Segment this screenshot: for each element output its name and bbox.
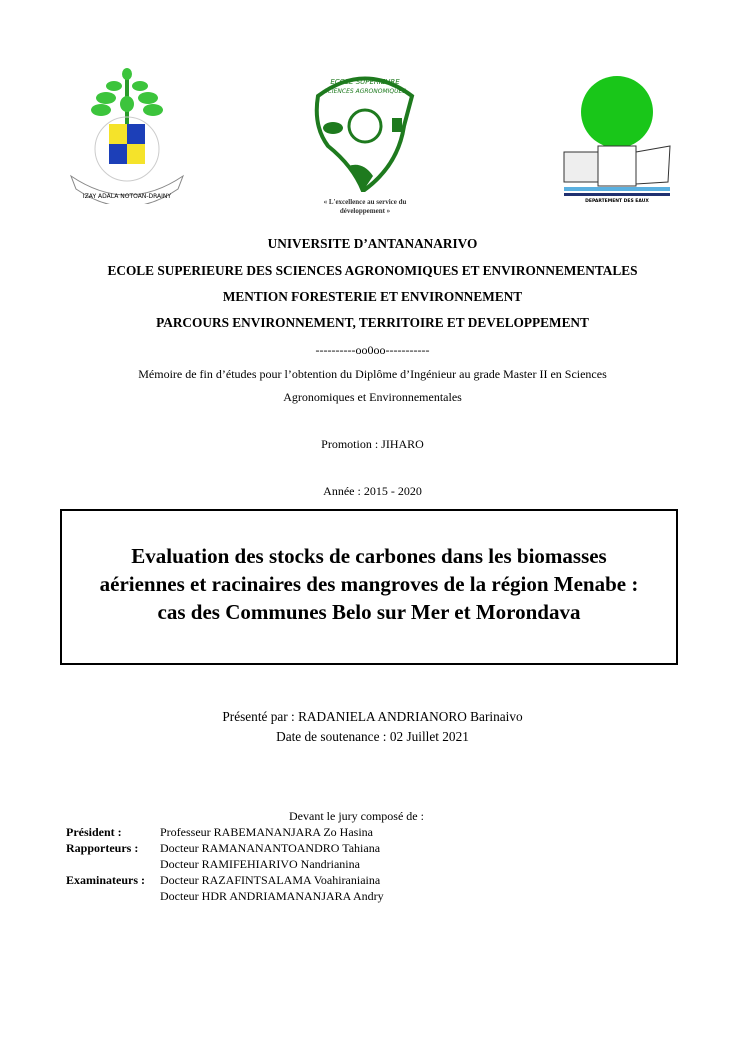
university-name: UNIVERSITE D’ANTANANARIVO [267,236,478,251]
title-line-2: aériennes et racinaires des mangroves de la région Menabe : [99,572,639,596]
jury-row [66,873,380,888]
parcours: PARCOURS ENVIRONNEMENT, TERRITOIRE ET DEVELOPPEMENT [156,315,589,330]
essa-slogan [315,198,415,216]
forestry-department-logo [560,74,674,206]
jury-member: Docteur RAMANANANTOANDRO Tahiana [160,841,381,855]
defense-date: Date de soutenance : 02 Juillet 2021 [276,729,469,744]
jury-member: Docteur RAMIFEHIARIVO Nandrianina [160,857,360,871]
jury-row [66,857,360,872]
university-coat-of-arms-logo [66,64,188,204]
jury-row [66,889,384,904]
mention: MENTION FORESTERIE ET ENVIRONNEMENT [222,289,523,304]
jury-role: Examinateurs : [66,873,145,887]
slogan-line-2: développement » [339,207,391,215]
essa-logo [308,66,422,192]
school-name: ECOLE SUPERIEURE DES SCIENCES AGRONOMIQUES ET ENVIRONNEMENTALES [107,263,638,278]
jury-role: Président : [66,825,122,839]
svg-text:ECOLE SUPERIEURE: ECOLE SUPERIEURE [330,78,400,86]
memoire-line-1: Mémoire de fin d’études pour l’obtention du Diplôme d’Ingénieur au grade Master II en Sciences [138,367,607,381]
jury-role: Rapporteurs : [66,841,139,855]
svg-text:IZAY ADALA NOTOAN-DRAINY: IZAY ADALA NOTOAN-DRAINY [82,193,172,200]
svg-text:DEPARTEMENT DES EAUX: DEPARTEMENT DES EAUX [585,199,649,204]
jury-member: Docteur HDR ANDRIAMANANJARA Andry [160,889,384,903]
slogan-line-1: « L'excellence au service du [323,198,407,206]
jury-member: Docteur RAZAFINTSALAMA Voahiraniaina [160,873,381,887]
title-line-1: Evaluation des stocks de carbones dans les biomasses [131,544,607,568]
title-line-3: cas des Communes Belo sur Mer et Morondava [157,600,581,624]
jury-row [66,841,380,856]
jury-heading: Devant le jury composé de : [289,809,424,823]
svg-text:SCIENCES AGRONOMIQUES: SCIENCES AGRONOMIQUES [323,88,407,95]
jury-row [66,825,373,840]
memoire-line-2: Agronomiques et Environnementales [283,390,462,404]
annee: Année : 2015 - 2020 [323,484,422,498]
jury-member: Professeur RABEMANANJARA Zo Hasina [160,825,373,839]
presented-by: Présenté par : RADANIELA ANDRIANORO Barinaivo [222,709,523,724]
separator: ----------oo0oo----------- [315,343,430,357]
promotion: Promotion : JIHARO [321,437,424,451]
